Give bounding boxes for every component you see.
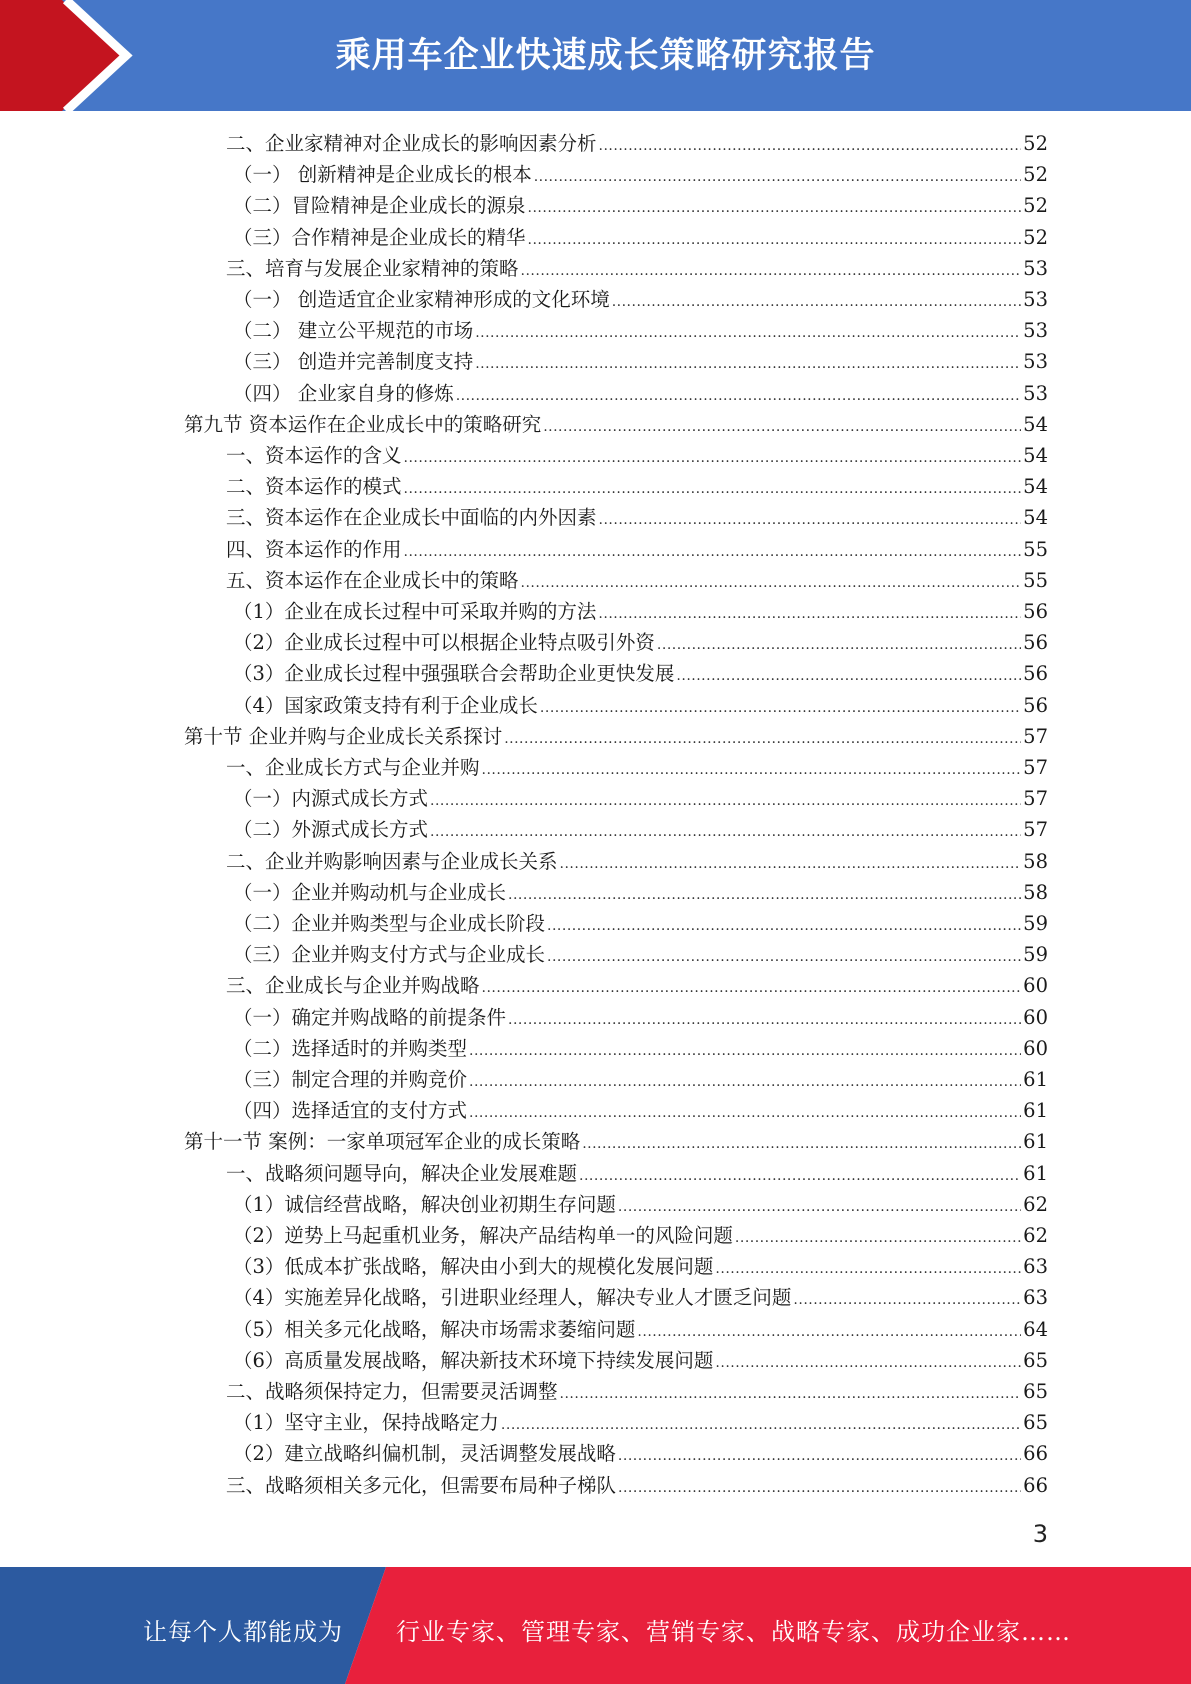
toc-entry-page: 59 — [1023, 912, 1048, 935]
toc-entry-page: 61 — [1023, 1068, 1048, 1091]
toc-leader-dots — [404, 471, 1022, 505]
toc-entry-page: 61 — [1023, 1130, 1048, 1154]
toc-entry[interactable] — [233, 877, 1048, 908]
toc-leader-dots — [560, 1376, 1022, 1410]
toc-entry[interactable] — [233, 1064, 1048, 1095]
toc-entry-label: （四）选择适宜的支付方式 — [233, 1099, 468, 1123]
toc-entry[interactable] — [233, 814, 1048, 845]
toc-entry-label: （3）低成本扩张战略，解决由小到大的规模化发展问题 — [233, 1255, 714, 1279]
toc-leader-dots — [543, 409, 1021, 443]
toc-entry[interactable] — [233, 284, 1048, 315]
toc-entry-page: 61 — [1023, 1161, 1048, 1185]
toc-entry[interactable] — [184, 1126, 1048, 1157]
toc-leader-dots — [456, 378, 1021, 412]
toc-entry-page: 54 — [1023, 444, 1048, 467]
toc-entry[interactable] — [226, 970, 1048, 1001]
toc-leader-dots — [521, 565, 1022, 599]
toc-entry-page: 53 — [1023, 256, 1048, 280]
toc-entry-label: （3）企业成长过程中强强联合会帮助企业更快发展 — [233, 662, 675, 686]
toc-entry-page: 60 — [1023, 1005, 1048, 1029]
toc-leader-dots — [637, 1314, 1021, 1348]
toc-leader-dots — [735, 1220, 1021, 1254]
toc-entry-page: 66 — [1023, 1442, 1048, 1466]
toc-leader-dots — [560, 846, 1022, 880]
toc-entry[interactable] — [226, 128, 1048, 159]
toc-entry-page: 59 — [1023, 943, 1048, 967]
toc-entry[interactable] — [233, 658, 1048, 689]
toc-leader-dots — [540, 690, 1021, 724]
toc-entry-page: 57 — [1023, 756, 1048, 779]
toc-entry-label: 三、企业成长与企业并购战略 — [226, 974, 480, 998]
toc-entry[interactable] — [233, 315, 1048, 346]
toc-entry-label: （四） 企业家自身的修炼 — [233, 381, 454, 405]
toc-leader-dots — [430, 783, 1021, 817]
footer-slogan-right: 行业专家、管理专家、营销专家、战略专家、成功企业家…… — [396, 1618, 1071, 1646]
toc-entry-label: （一） 创造适宜企业家精神形成的文化环境 — [233, 288, 610, 311]
toc-entry-label: （6）高质量发展战略，解决新技术环境下持续发展问题 — [233, 1348, 714, 1372]
toc-entry-label: （二）外源式成长方式 — [233, 818, 429, 842]
toc-entry[interactable] — [226, 502, 1048, 533]
toc-entry-label: 二、企业家精神对企业成长的影响因素分析 — [226, 132, 597, 155]
toc-entry-label: （三）合作精神是企业成长的精华 — [233, 225, 526, 249]
toc-entry[interactable] — [233, 690, 1048, 721]
toc-entry[interactable] — [233, 627, 1048, 658]
toc-entry[interactable] — [226, 752, 1048, 783]
toc-entry-page: 56 — [1023, 631, 1048, 655]
toc-leader-dots — [482, 752, 1022, 786]
toc-entry-page: 62 — [1023, 1192, 1048, 1216]
toc-entry-label: （一） 创新精神是企业成长的根本 — [233, 163, 532, 187]
toc-entry-page: 53 — [1023, 319, 1048, 343]
toc-entry[interactable] — [233, 1002, 1048, 1033]
toc-entry-label: 一、资本运作的含义 — [226, 444, 402, 467]
toc-entry[interactable] — [226, 534, 1048, 565]
toc-entry-label: 第九节 资本运作在企业成长中的策略研究 — [184, 412, 542, 436]
toc-leader-dots — [521, 253, 1022, 287]
toc-leader-dots — [475, 346, 1021, 380]
toc-entry-label: 一、企业成长方式与企业并购 — [226, 756, 480, 779]
toc-entry[interactable] — [233, 1220, 1048, 1251]
toc-entry-page: 58 — [1023, 849, 1048, 873]
toc-leader-dots — [469, 1033, 1021, 1067]
footer-slogan-left: 让每个人都能成为 — [143, 1618, 343, 1646]
toc-entry-page: 53 — [1023, 288, 1048, 311]
toc-entry-page: 52 — [1023, 225, 1048, 249]
toc-entry-label: （二）企业并购类型与企业成长阶段 — [233, 912, 546, 935]
toc-entry-page: 60 — [1023, 1036, 1048, 1060]
toc-leader-dots — [657, 627, 1021, 661]
toc-entry[interactable] — [233, 596, 1048, 627]
toc-entry-label: （5）相关多元化战略，解决市场需求萎缩问题 — [233, 1317, 636, 1341]
toc-entry-page: 57 — [1023, 818, 1048, 842]
toc-entry-page: 52 — [1023, 163, 1048, 187]
toc-leader-dots — [475, 315, 1021, 349]
toc-entry-label: 二、战略须保持定力，但需要灵活调整 — [226, 1380, 558, 1403]
toc-entry-label: （2）逆势上马起重机业务，解决产品结构单一的风险问题 — [233, 1224, 733, 1247]
toc-entry[interactable] — [233, 1251, 1048, 1282]
toc-entry[interactable] — [233, 1314, 1048, 1345]
toc-leader-dots — [582, 1126, 1021, 1160]
toc-leader-dots — [579, 1158, 1021, 1192]
toc-leader-dots — [404, 534, 1022, 568]
toc-entry-label: （1）坚守主业，保持战略定力 — [233, 1411, 499, 1435]
toc-entry[interactable] — [233, 1407, 1048, 1438]
toc-entry-page: 52 — [1023, 132, 1048, 155]
toc-entry-page: 56 — [1023, 693, 1048, 717]
toc-entry-page: 63 — [1023, 1286, 1048, 1310]
toc-entry-page: 64 — [1023, 1317, 1048, 1341]
page-footer — [0, 1567, 1191, 1684]
toc-entry-page: 65 — [1023, 1380, 1048, 1403]
toc-leader-dots — [599, 128, 1022, 162]
toc-entry-label: （一）企业并购动机与企业成长 — [233, 880, 507, 904]
toc-entry-page: 53 — [1023, 350, 1048, 374]
toc-entry-label: 第十一节 案例：一家单项冠军企业的成长策略 — [184, 1130, 581, 1154]
toc-entry-label: 一、战略须问题导向，解决企业发展难题 — [226, 1161, 578, 1185]
toc-leader-dots — [715, 1345, 1021, 1379]
toc-entry[interactable] — [226, 1470, 1048, 1501]
toc-entry-page: 61 — [1023, 1099, 1048, 1123]
toc-entry-label: 三、战略须相关多元化，但需要布局种子梯队 — [226, 1473, 617, 1497]
toc-leader-dots — [599, 502, 1022, 536]
toc-entry[interactable] — [233, 378, 1048, 409]
toc-entry[interactable] — [233, 1033, 1048, 1064]
toc-entry-page: 58 — [1023, 880, 1048, 904]
toc-entry-page: 52 — [1023, 194, 1048, 218]
toc-leader-dots — [504, 721, 1021, 755]
toc-entry-page: 54 — [1023, 412, 1048, 436]
toc-leader-dots — [528, 190, 1022, 224]
toc-leader-dots — [430, 814, 1021, 848]
toc-entry[interactable] — [233, 222, 1048, 253]
toc-leader-dots — [469, 1095, 1021, 1129]
toc-entry-label: 三、资本运作在企业成长中面临的内外因素 — [226, 506, 597, 530]
toc-leader-dots — [618, 1438, 1021, 1472]
toc-leader-dots — [598, 596, 1021, 630]
toc-leader-dots — [528, 222, 1022, 256]
toc-entry[interactable] — [233, 1282, 1048, 1313]
toc-entry-page: 60 — [1023, 974, 1048, 998]
toc-entry-page: 65 — [1023, 1411, 1048, 1435]
toc-entry-page: 66 — [1023, 1473, 1048, 1497]
toc-entry-label: （1）诚信经营战略，解决创业初期生存问题 — [233, 1192, 616, 1216]
toc-entry[interactable] — [184, 721, 1048, 752]
toc-entry[interactable] — [226, 471, 1048, 502]
toc-entry[interactable] — [226, 1376, 1048, 1407]
toc-entry[interactable] — [233, 190, 1048, 221]
toc-entry-page: 57 — [1023, 724, 1048, 748]
toc-entry[interactable] — [226, 565, 1048, 596]
toc-entry-page: 65 — [1023, 1348, 1048, 1372]
toc-entry-label: 五、资本运作在企业成长中的策略 — [226, 568, 519, 592]
toc-leader-dots — [618, 1189, 1021, 1223]
toc-leader-dots — [469, 1064, 1021, 1098]
toc-entry-label: 三、培育与发展企业家精神的策略 — [226, 256, 519, 280]
page-header — [0, 0, 1191, 111]
toc-entry[interactable] — [226, 440, 1048, 471]
toc-entry-label: 二、资本运作的模式 — [226, 475, 402, 499]
toc-entry-label: 四、资本运作的作用 — [226, 537, 402, 561]
toc-entry-label: （一）内源式成长方式 — [233, 787, 429, 811]
toc-entry-label: （4）实施差异化战略，引进职业经理人，解决专业人才匮乏问题 — [233, 1286, 792, 1310]
toc-leader-dots — [612, 284, 1021, 318]
toc-entry-page: 54 — [1023, 506, 1048, 530]
toc-entry-page: 55 — [1023, 568, 1048, 592]
toc-entry-label: （2）建立战略纠偏机制，灵活调整发展战略 — [233, 1442, 616, 1466]
toc-entry-label: （三）企业并购支付方式与企业成长 — [233, 943, 546, 967]
toc-entry-label: （一）确定并购战略的前提条件 — [233, 1005, 507, 1029]
toc-entry-label: （4）国家政策支持有利于企业成长 — [233, 693, 538, 717]
toc-entry[interactable] — [226, 1158, 1048, 1189]
toc-entry-page: 53 — [1023, 381, 1048, 405]
toc-leader-dots — [501, 1407, 1021, 1441]
toc-entry-label: （三） 创造并完善制度支持 — [233, 350, 474, 374]
toc-leader-dots — [715, 1251, 1021, 1285]
toc-entry-label: 二、企业并购影响因素与企业成长关系 — [226, 849, 558, 873]
toc-leader-dots — [793, 1282, 1021, 1316]
toc-entry[interactable] — [184, 409, 1048, 440]
toc-entry[interactable] — [233, 783, 1048, 814]
toc-entry-page: 57 — [1023, 787, 1048, 811]
toc-leader-dots — [676, 658, 1021, 692]
toc-entry-page: 63 — [1023, 1255, 1048, 1279]
toc-entry[interactable] — [233, 1438, 1048, 1469]
toc-entry-label: 第十节 企业并购与企业成长关系探讨 — [184, 724, 503, 748]
toc-entry-label: （2）企业成长过程中可以根据企业特点吸引外资 — [233, 631, 655, 655]
toc-entry-page: 62 — [1023, 1224, 1048, 1247]
toc-entry-label: （二） 建立公平规范的市场 — [233, 319, 474, 343]
toc-entry-label: （三）制定合理的并购竞价 — [233, 1068, 468, 1091]
toc-leader-dots — [534, 159, 1021, 193]
toc-leader-dots — [404, 440, 1022, 474]
toc-leader-dots — [547, 908, 1021, 942]
toc-entry[interactable] — [233, 1345, 1048, 1376]
toc-leader-dots — [547, 939, 1021, 973]
toc-entry-label: （二）选择适时的并购类型 — [233, 1036, 468, 1060]
toc-entry[interactable] — [233, 1095, 1048, 1126]
toc-entry[interactable] — [233, 159, 1048, 190]
toc-entry[interactable] — [233, 908, 1048, 939]
toc-entry-label: （1）企业在成长过程中可采取并购的方法 — [233, 600, 597, 623]
toc-entry[interactable] — [233, 939, 1048, 970]
toc-entry-page: 56 — [1023, 600, 1048, 623]
page-number: 3 — [1032, 1520, 1048, 1548]
toc-entry[interactable] — [226, 253, 1048, 284]
toc-entry-label: （二）冒险精神是企业成长的源泉 — [233, 194, 526, 218]
toc-leader-dots — [508, 1002, 1021, 1036]
toc-leader-dots — [618, 1470, 1021, 1504]
toc-entry-page: 54 — [1023, 475, 1048, 499]
toc-leader-dots — [482, 970, 1022, 1004]
toc-leader-dots — [508, 877, 1021, 911]
report-title: 乘用车企业快速成长策略研究报告 — [335, 36, 876, 76]
toc-entry[interactable] — [233, 1189, 1048, 1220]
toc-entry[interactable] — [226, 846, 1048, 877]
toc-entry[interactable] — [233, 346, 1048, 377]
toc-entry-page: 55 — [1023, 537, 1048, 561]
toc-entry-page: 56 — [1023, 662, 1048, 686]
